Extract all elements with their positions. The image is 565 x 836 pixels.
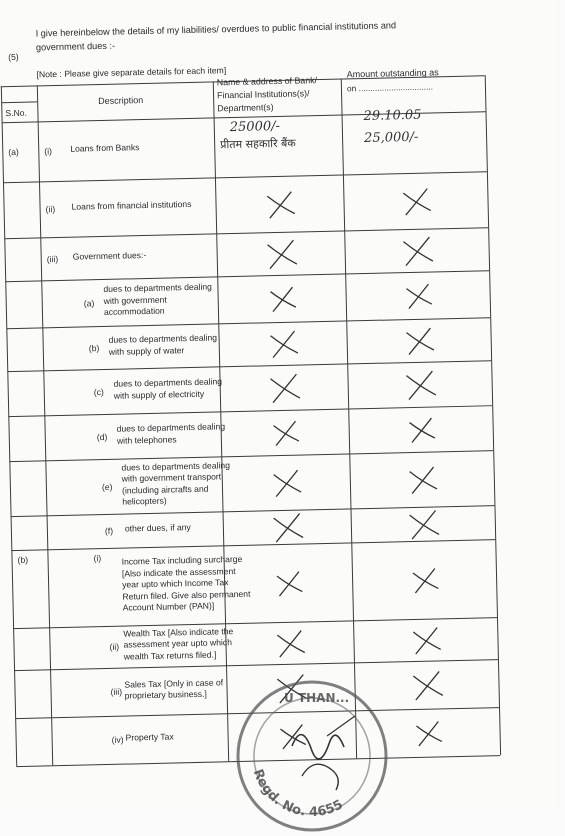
stamp-top-text: U THAN... <box>284 691 350 705</box>
row-description-line: Wealth Tax [Also indicate the <box>123 625 234 639</box>
cross-mark <box>267 240 297 269</box>
row-description-line: with telephones <box>116 433 177 446</box>
cross-mark <box>409 418 435 443</box>
note-text: [Note : Please give separate details for each item] <box>36 65 227 80</box>
row-description-line: dues to departments dealing <box>103 281 212 295</box>
header-sno: S.No. <box>5 107 28 119</box>
row-number: (i) <box>44 146 53 157</box>
cross-mark <box>277 572 303 597</box>
row-description-line: Loans from financial institutions <box>71 199 192 212</box>
header-name-line-2: Financial Institutions(s)/ <box>216 88 310 101</box>
stamp-ring-text: Regd. No. 4655 <box>249 767 346 821</box>
row-description-line: other dues, if any <box>124 522 191 534</box>
header-description: Description <box>98 95 144 107</box>
handwritten-date: 29.10.05 <box>363 107 422 125</box>
row-number: (a) <box>83 297 95 308</box>
row-description-line: Property Tax <box>125 731 174 743</box>
row-description-line: dues to departments dealing <box>121 459 231 473</box>
row-description-line: Government dues:- <box>72 249 147 262</box>
cross-mark <box>277 631 305 658</box>
cross-mark <box>413 671 443 700</box>
round-stamp <box>232 676 392 836</box>
row-sno: (b) <box>17 554 29 565</box>
cross-mark <box>403 237 433 266</box>
cross-mark <box>416 721 442 746</box>
header-name-line-1: Name & address of Bank/ <box>216 75 318 88</box>
row-sno: (a) <box>8 146 19 158</box>
cross-mark <box>406 371 436 400</box>
row-number: (i) <box>93 553 102 564</box>
row-description-line: dues to departments dealing <box>113 376 223 389</box>
cross-mark <box>406 328 434 355</box>
row-description-line: Account Number (PAN)] <box>122 600 215 613</box>
cross-mark <box>413 568 439 593</box>
row-number: (f) <box>104 525 114 537</box>
cross-mark <box>274 470 302 497</box>
row-description-line: assessment year upto which <box>123 637 233 650</box>
handwritten-bank-name: प्रीतम सहकारि बैंक <box>220 136 296 152</box>
row-number: (iii) <box>46 253 59 264</box>
row-description-line: Income Tax including surcharge <box>121 554 243 567</box>
row-description-line: with government transport <box>121 471 222 484</box>
cross-mark <box>270 287 296 312</box>
row-number: (ii) <box>45 204 56 215</box>
cross-mark <box>270 374 300 403</box>
cross-mark <box>413 627 441 654</box>
row-number: (d) <box>96 431 108 442</box>
header-name-line-3: Department(s) <box>217 102 274 114</box>
row-description-line: dues to departments dealing <box>116 421 226 434</box>
section-number: (5) <box>8 51 19 63</box>
cross-mark <box>270 331 298 358</box>
row-number: (b) <box>88 342 100 353</box>
cross-mark <box>274 514 304 543</box>
handwritten-amount: 25,000/- <box>363 129 419 147</box>
row-number: (e) <box>101 481 113 492</box>
intro-line-2: government dues :- <box>35 40 116 53</box>
row-description-line: wealth Tax returns filed.] <box>123 649 217 662</box>
cross-mark <box>406 284 432 309</box>
row-description-line: Return filed. Give also permanent <box>122 588 251 602</box>
row-description-line: Loans from Banks <box>70 142 140 154</box>
row-description-line: (including aircrafts and <box>121 483 209 496</box>
row-description-line: proprietary business.] <box>124 688 207 701</box>
cross-mark <box>410 467 438 494</box>
row-description-line: with supply of water <box>108 344 185 357</box>
row-number: (iv) <box>111 734 124 745</box>
header-amount-date: on ................................ <box>346 81 434 94</box>
row-number: (iii) <box>110 686 123 697</box>
row-description-line: accommodation <box>103 305 165 318</box>
row-description-line: dues to departments dealing <box>108 332 218 345</box>
intro-line-1: I give hereinbelow the details of my liabilities/ overdues to public financial institutions and <box>35 20 397 39</box>
row-description-line: with government <box>103 294 167 306</box>
row-description-line: with supply of electricity <box>113 388 205 401</box>
handwritten-name-amount: 25000/- <box>229 118 281 136</box>
cross-mark <box>273 421 299 446</box>
header-amount: Amount outstanding as <box>346 67 439 80</box>
cross-mark <box>403 189 431 216</box>
row-number: (c) <box>93 386 104 397</box>
row-description-line: helicopters) <box>122 495 167 507</box>
row-description-line: year upto which Income Tax <box>122 577 229 590</box>
cross-mark <box>267 192 295 219</box>
row-description-line: [Also indicate the assessment <box>121 565 236 579</box>
row-number: (ii) <box>109 641 120 652</box>
row-description-line: Sales Tax [Only in case of <box>124 676 224 690</box>
cross-mark <box>410 510 440 539</box>
